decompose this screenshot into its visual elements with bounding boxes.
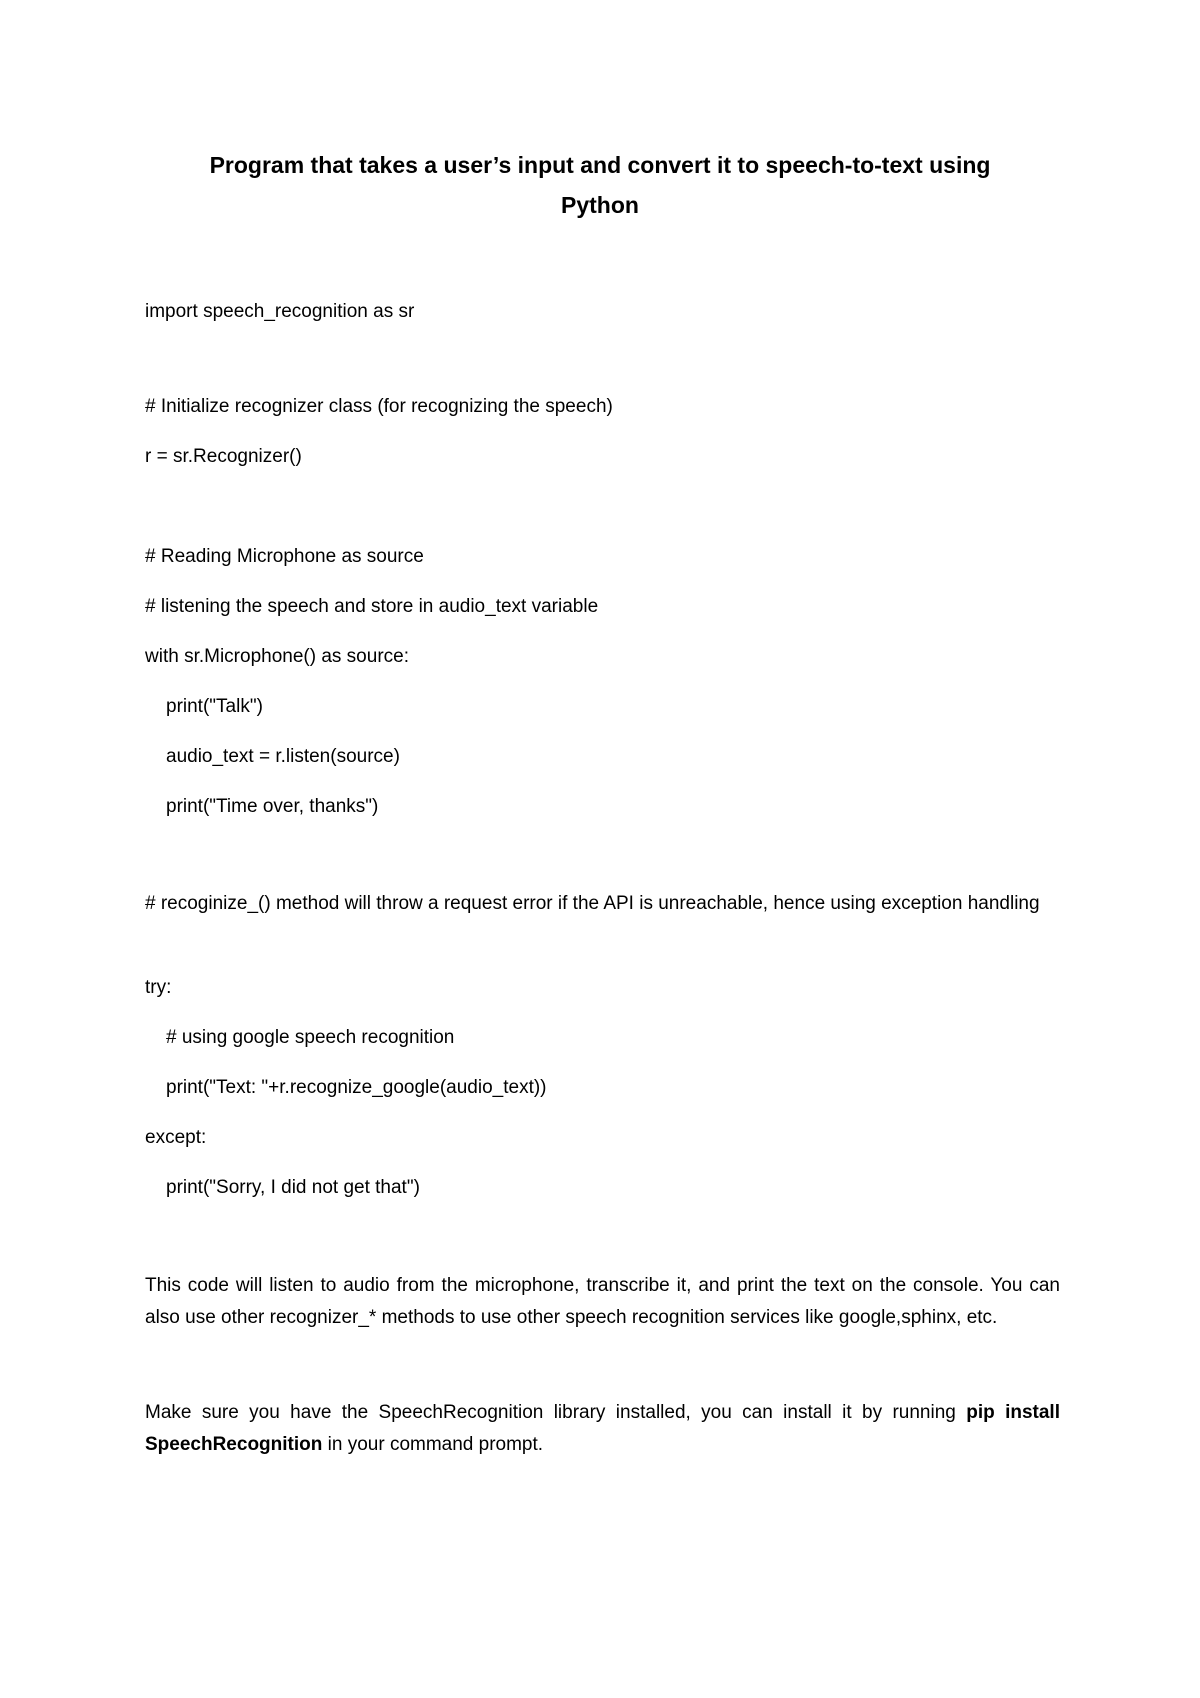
- install-text-end: in your command prompt.: [322, 1434, 544, 1455]
- code-import: import speech_recognition as sr: [145, 301, 415, 322]
- code-comment-recognize: # recoginize_() method will throw a request error if the API is unreachable, hence using exception handling: [145, 893, 1040, 914]
- code-print-text: print("Text: "+r.recognize_google(audio_text)): [166, 1077, 547, 1098]
- code-print-sorry: print("Sorry, I did not get that"): [166, 1177, 420, 1198]
- code-except: except:: [145, 1127, 207, 1148]
- code-comment-reading: # Reading Microphone as source: [145, 546, 424, 567]
- code-comment-init: # Initialize recognizer class (for recognizing the speech): [145, 396, 613, 417]
- install-paragraph: [145, 1397, 1060, 1461]
- code-print-time: print("Time over, thanks"): [166, 796, 379, 817]
- install-text-start: Make sure you have the SpeechRecognition library installed, you can install it by running: [145, 1402, 967, 1423]
- code-with-line: with sr.Microphone() as source:: [145, 646, 409, 667]
- document-title: [145, 145, 1055, 225]
- code-try: try:: [145, 977, 172, 998]
- title-line-1: Program that takes a user’s input and convert it to speech-to-text using: [209, 152, 991, 178]
- install-command: pip install SpeechRecognition: [145, 1402, 1060, 1455]
- code-print-talk: print("Talk"): [166, 696, 263, 717]
- code-comment-listening: # listening the speech and store in audio_text variable: [145, 596, 599, 617]
- code-comment-google: # using google speech recognition: [166, 1027, 455, 1048]
- code-audio-text: audio_text = r.listen(source): [166, 746, 400, 767]
- title-line-2: Python: [561, 192, 639, 218]
- explanation-paragraph: This code will listen to audio from the microphone, transcribe it, and print the text on the console. You can also use other recognizer_* methods to use other speech recognition services like google,sphinx, etc.: [145, 1275, 1060, 1328]
- code-recognizer: r = sr.Recognizer(): [145, 446, 302, 467]
